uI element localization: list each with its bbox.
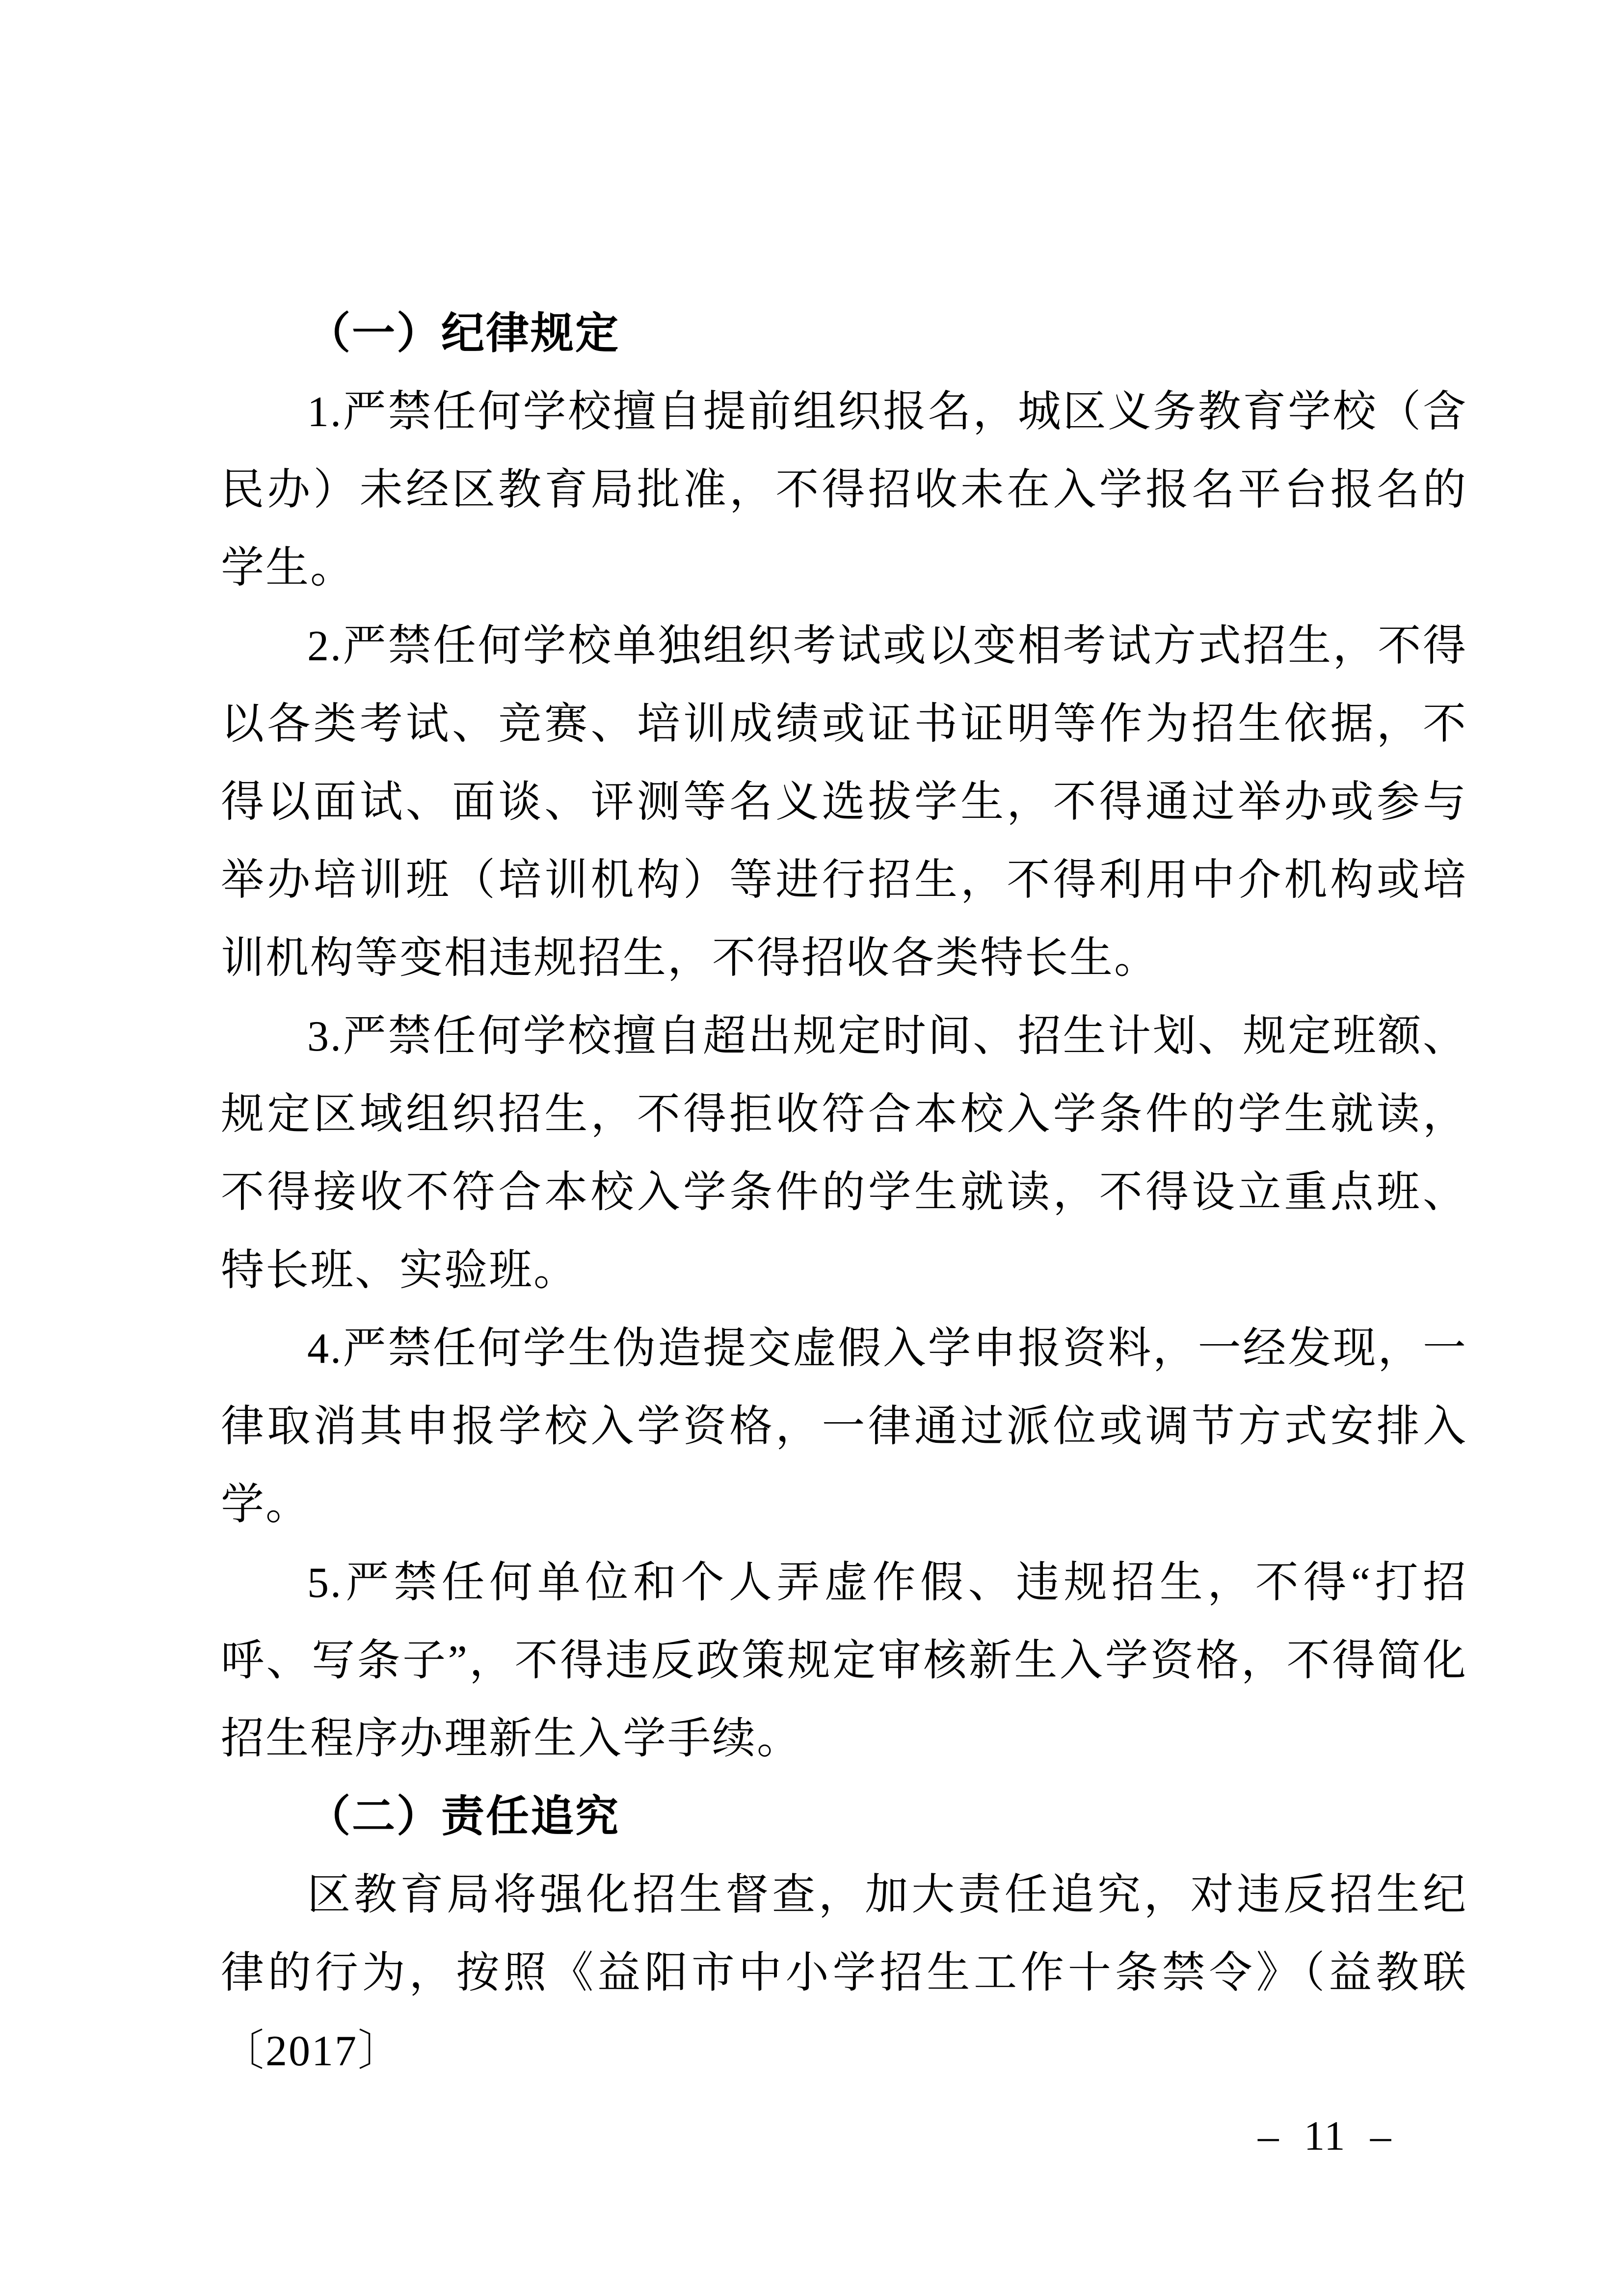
section-heading: （一）纪律规定 bbox=[307, 310, 620, 358]
body-paragraph: 区教育局将强化招生督查，加大责任追究，对违反招生纪律的行为，按照《益阳市中小学招生工作十条禁令》（益教联〔2017〕 bbox=[221, 1871, 1467, 2075]
page-number: – 11 – bbox=[1258, 2113, 1392, 2159]
document-body bbox=[221, 295, 1467, 2090]
body-paragraph: 2.严禁任何学校单独组织考试或以变相考试方式招生，不得以各类考试、竞赛、培训成绩或证书证明等作为招生依据，不得以面试、面谈、评测等名义选拔学生，不得通过举办或参与举办培训班（培训机构）等进行招生，不得利用中介机构或培训机构等变相违规招生，不得招收各类特长生。 bbox=[221, 622, 1467, 982]
body-paragraph: 5.严禁任何单位和个人弄虚作假、违规招生，不得“打招呼、写条子”，不得违反政策规定审核新生入学资格，不得简化招生程序办理新生入学手续。 bbox=[221, 1559, 1467, 1763]
body-paragraph: 3.严禁任何学校擅自超出规定时间、招生计划、规定班额、规定区域组织招生，不得拒收符合本校入学条件的学生就读，不得接收不符合本校入学条件的学生就读，不得设立重点班、特长班、实验班。 bbox=[221, 1013, 1467, 1295]
body-paragraph: 1.严禁任何学校擅自提前组织报名，城区义务教育学校（含民办）未经区教育局批准，不得招收未在入学报名平台报名的学生。 bbox=[221, 388, 1467, 592]
body-paragraph: 4.严禁任何学生伪造提交虚假入学申报资料，一经发现，一律取消其申报学校入学资格，一律通过派位或调节方式安排入学。 bbox=[221, 1325, 1467, 1529]
section-heading: （二）责任追究 bbox=[307, 1793, 620, 1841]
